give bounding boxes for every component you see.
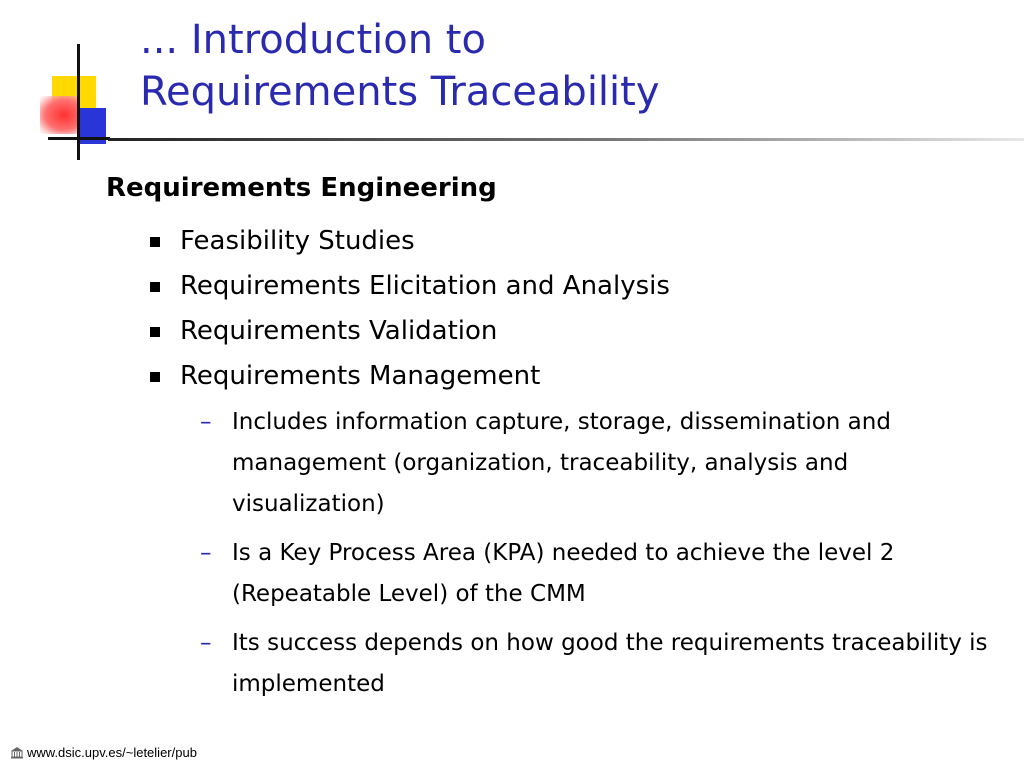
- sub-bullet-text: Includes information capture, storage, dissemination and management (organization, traceability, analysis and visualization): [232, 409, 891, 517]
- bullet-item: [150, 264, 670, 309]
- title-divider: [108, 138, 1024, 141]
- bullet-text: Requirements Management: [180, 361, 541, 391]
- square-bullet-icon: [150, 327, 160, 337]
- dash-bullet-icon: –: [200, 540, 212, 566]
- sub-bullet-list: [200, 402, 990, 713]
- dash-bullet-icon: –: [200, 409, 212, 435]
- slide-title-line-1: ... Introduction to: [140, 17, 486, 63]
- square-bullet-icon: [150, 237, 160, 247]
- logo-vertical-line: [77, 44, 80, 160]
- bullet-text: Requirements Validation: [180, 316, 498, 346]
- section-heading: Requirements Engineering: [106, 173, 497, 203]
- footer: [10, 744, 197, 762]
- slide-title-line-2: Requirements Traceability: [140, 69, 660, 115]
- square-bullet-icon: [150, 372, 160, 382]
- sub-bullet-item: [200, 623, 990, 705]
- dash-bullet-icon: –: [200, 630, 212, 656]
- logo-red-square: [40, 96, 80, 134]
- logo-horizontal-line: [48, 137, 110, 140]
- footer-url: www.dsic.upv.es/~letelier/pub: [27, 745, 197, 760]
- bullet-text: Feasibility Studies: [180, 226, 415, 256]
- bullet-item: [150, 309, 670, 354]
- bullet-item: [150, 219, 670, 264]
- bullet-list: [150, 219, 670, 399]
- bullet-item: [150, 354, 670, 399]
- sub-bullet-item: [200, 402, 990, 525]
- sub-bullet-item: [200, 533, 990, 615]
- slide-title: [140, 14, 1000, 118]
- slide-logo: [0, 0, 120, 170]
- building-icon: [10, 745, 24, 759]
- sub-bullet-text: Is a Key Process Area (KPA) needed to achieve the level 2 (Repeatable Level) of the CMM: [232, 540, 895, 607]
- sub-bullet-text: Its success depends on how good the requirements traceability is implemented: [232, 630, 988, 697]
- square-bullet-icon: [150, 282, 160, 292]
- bullet-text: Requirements Elicitation and Analysis: [180, 271, 670, 301]
